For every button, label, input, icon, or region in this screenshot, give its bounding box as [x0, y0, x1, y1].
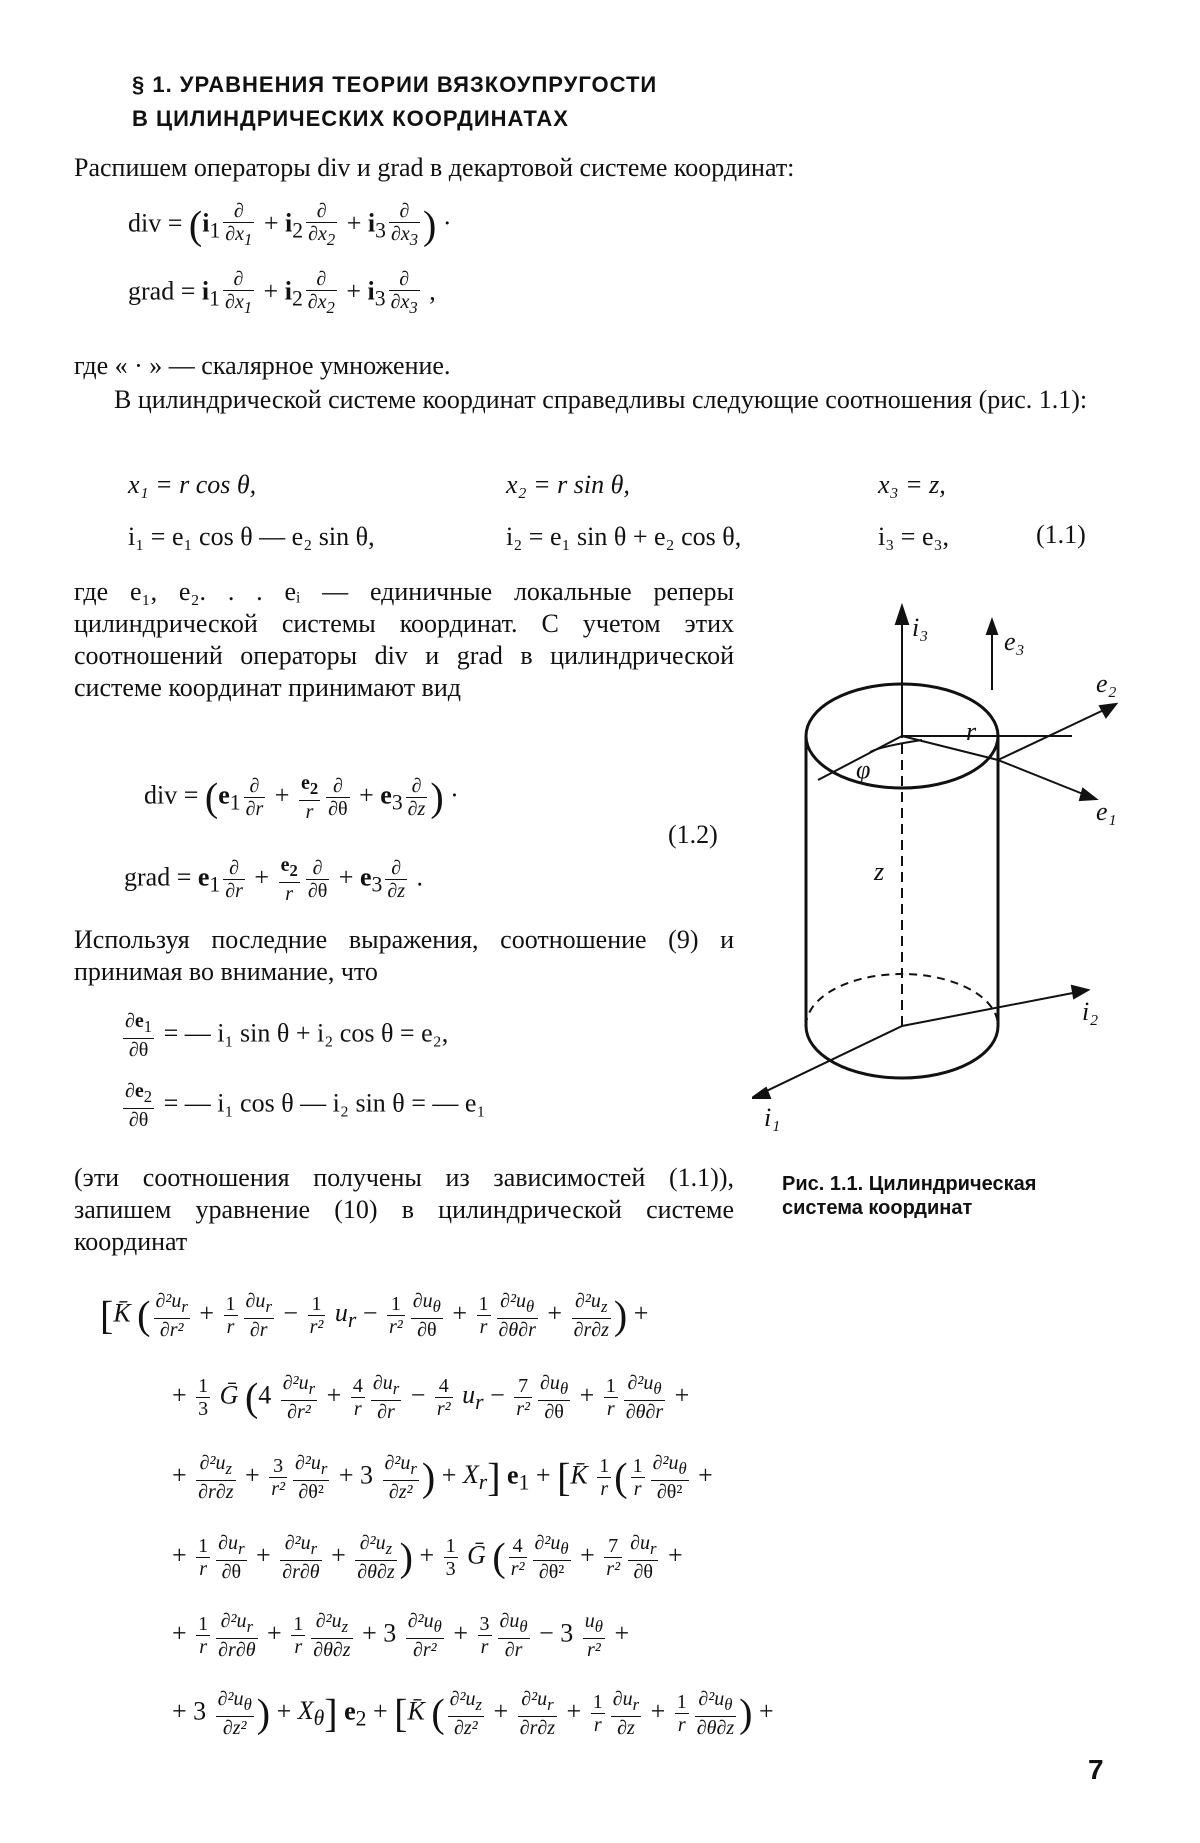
vector-e2-arrow — [1100, 704, 1116, 717]
label-i2: i₂ — [1082, 997, 1099, 1026]
equation-line-6: + 3 $\frac{\partial^2u_\theta}{\text{∂z²}}$ ) + $X_\theta$] $e_2$ + [K̄ ( $\frac{\partial^2u_z}{\text{∂z²}}$ + $\frac{\partial^2u_r}{\partial r\partial z}$ + $\frac{1}{r}$ $\frac{\partial u_r}{\partial z}$ + $\frac{1}{r}$ $\frac{\partial^2u_\theta}{\partial\theta\partial z}$ ) + — [172, 1688, 774, 1739]
equation-de1: $\frac{\partial e_1}{\partial\theta}$ = — i₁ sin θ + i₂ cos θ = e₂, — [125, 1010, 449, 1061]
axis-i1 — [756, 1026, 902, 1096]
vector-e1-arrow — [1080, 789, 1096, 800]
derived-paragraph: (эти соотношения получены из зависимостей (1.1)), запишем уравнение (10) в цилиндрической системе координат — [74, 1163, 734, 1256]
cylindrical-paragraph: В цилиндрической системе координат справедливы следующие соотношения (рис. 1.1): — [114, 385, 1088, 414]
equation-grad-cylindrical: grad = $e_1$ $\frac{\partial}{\partial r}$ + $\frac{e_2}{r}$ $\frac{\partial}{\partial\theta}$ + $e_3$ $\frac{\partial}{\partial z}$ . — [124, 854, 423, 905]
label-e1: e₁ — [1096, 797, 1117, 826]
equation-line-2: + $\frac{1}{3}$ Ḡ (4 $\frac{\partial^2u_r}{\text{∂r²}}$ + $\frac{4}{r}$ $\frac{\partial u_r}{\partial r}$ − $\frac{4}{\text{r²}}$ $u_r$ − $\frac{7}{\text{r²}}$ $\frac{\partial u_\theta}{\partial\theta}$ + $\frac{1}{r}$ $\frac{\partial^2u_\theta}{\partial\theta\partial r}$ + — [172, 1372, 690, 1423]
figure-caption: Рис. 1.1. Цилиндрическая система координат — [782, 1173, 1037, 1219]
section-heading-line1: § 1. УРАВНЕНИЯ ТЕОРИИ ВЯЗКОУПРУГОСТИ — [132, 72, 658, 97]
de2-rhs: = — i₁ cos θ — i₂ sin θ = — e₁ — [163, 1088, 486, 1118]
label-r: r — [966, 717, 977, 746]
label-i3: i₃ — [912, 613, 929, 642]
equation-line-4: + $\frac{1}{r}$ $\frac{\partial u_r}{\partial\theta}$ + $\frac{\partial^2u_r}{\partial r\partial\theta}$ + $\frac{\partial^2u_z}{\partial\theta\partial z}$ ) + $\frac{1}{3}$ Ḡ ( $\frac{4}{\text{r²}}$ $\frac{\partial^2u_\theta}{\text{∂θ²}}$ + $\frac{7}{\text{r²}}$ $\frac{\partial u_r}{\partial\theta}$ + — [172, 1532, 683, 1583]
where-paragraph: где « · » — скалярное умножение. — [74, 351, 451, 380]
label-z: z — [874, 857, 885, 886]
equation-line-3: + $\frac{\partial^2u_z}{\partial r\partial z}$ + $\frac{3}{\text{r²}}$ $\frac{\partial^2u_r}{\text{∂θ²}}$ + 3 $\frac{\partial^2u_r}{\text{∂z²}}$ ) + $X_r$] $e_1$ + [K̄ $\frac{1}{r}$ ( $\frac{1}{r}$ $\frac{\partial^2u_\theta}{\text{∂θ²}}$ + — [172, 1452, 713, 1503]
equation-number-1-2: (1.2) — [668, 820, 718, 849]
equation-line-5: + $\frac{1}{r}$ $\frac{\partial^2u_r}{\partial r\partial\theta}$ + $\frac{1}{r}$ $\frac{\partial^2u_z}{\partial\theta\partial z}$ + 3 $\frac{\partial^2u_\theta}{\text{∂r²}}$ + $\frac{3}{r}$ $\frac{\partial u_\theta}{\partial r}$ − 3 $\frac{u_\theta}{\text{r²}}$ + — [172, 1610, 630, 1661]
label-phi: φ — [856, 755, 871, 784]
relation-i2: i₂ = e₁ sin θ + e₂ cos θ, — [506, 522, 742, 551]
div-lhs: div = — [128, 208, 189, 238]
label-i1: i₁ — [764, 1103, 781, 1132]
equation-line-1: [K̄ ( $\frac{\partial^2u_r}{\text{∂r²}}$ + $\frac{1}{r}$ $\frac{\partial u_r}{\partial r}$ − $\frac{1}{\text{r²}}$ $u_r$ − $\frac{1}{\text{r²}}$ $\frac{\partial u_\theta}{\partial\theta}$ + $\frac{1}{r}$ $\frac{\partial^2u_\theta}{\partial\theta\partial r}$ + $\frac{\partial^2u_z}{\partial r\partial z}$ ) + — [100, 1290, 649, 1341]
grad-lhs: grad = — [128, 276, 202, 306]
using-paragraph: Используя последние выражения, соотношение (9) и принимая во внимание, что — [74, 925, 734, 986]
section-heading-line2: В ЦИЛИНДРИЧЕСКИХ КООРДИНАТАХ — [132, 106, 569, 131]
equation-grad-cartesian: grad = $i_1$ $\frac{\partial}{\partial x_1}$ + $i_2$ $\frac{\partial}{\partial x_2}$ + $i_3$ $\frac{\partial}{\partial x_3}$ , — [128, 268, 436, 317]
relation-x2: x₂ = r sin θ, — [506, 470, 630, 499]
de1-rhs: = — i₁ sin θ + i₂ cos θ = e₂, — [163, 1018, 449, 1048]
section-heading — [132, 68, 657, 136]
vector-e3-arrow — [987, 620, 997, 634]
axis-i1-arrow — [752, 1088, 770, 1098]
basis-paragraph: где e₁, e₂. . . eᵢ — единичные локальные реперы цилиндрической системы координат. С учетом этих соотношений операторы div и grad в цилиндрической системе координат принимают вид — [74, 577, 734, 702]
equation-div-cartesian: div = ($i_1$ $\frac{\partial}{\partial x_1}$ + $i_2$ $\frac{\partial}{\partial x_2}$ + $i_3$ $\frac{\partial}{\partial x_3}$ ) · — [128, 200, 452, 249]
vector-e1 — [998, 760, 1088, 796]
relation-x3: x₃ = z, — [878, 470, 946, 499]
label-e3: e₃ — [1004, 627, 1025, 656]
axis-i3-arrow — [896, 606, 908, 624]
equation-div-cylindrical: div = ($e_1$ $\frac{\partial}{\partial r}$ + $\frac{e_2}{r}$ $\frac{\partial}{\partial\theta}$ + $e_3$ $\frac{\partial}{\partial z}$ ) · — [144, 772, 459, 823]
axis-i2 — [902, 992, 1078, 1026]
equation-de2: $\frac{\partial e_2}{\partial\theta}$ = — i₁ cos θ — i₂ sin θ = — e₁ — [125, 1080, 486, 1131]
relation-i3: i₃ = e₃, — [878, 522, 950, 551]
cylinder-bottom-front — [806, 1026, 998, 1078]
vector-e2 — [998, 708, 1108, 760]
angle-arc — [870, 740, 922, 752]
intro-paragraph: Распишем операторы div и grad в декартовой системе координат: — [74, 153, 795, 182]
equation-number-1-1: (1.1) — [1036, 520, 1086, 549]
relation-x1: x₁ = r cos θ, — [128, 470, 257, 499]
page-number: 7 — [1088, 1754, 1104, 1785]
label-e2: e₂ — [1096, 669, 1117, 698]
radius-line — [902, 736, 998, 760]
cylinder-figure — [752, 600, 1132, 1140]
relation-i1: i₁ = e₁ cos θ — e₂ sin θ, — [128, 522, 375, 551]
